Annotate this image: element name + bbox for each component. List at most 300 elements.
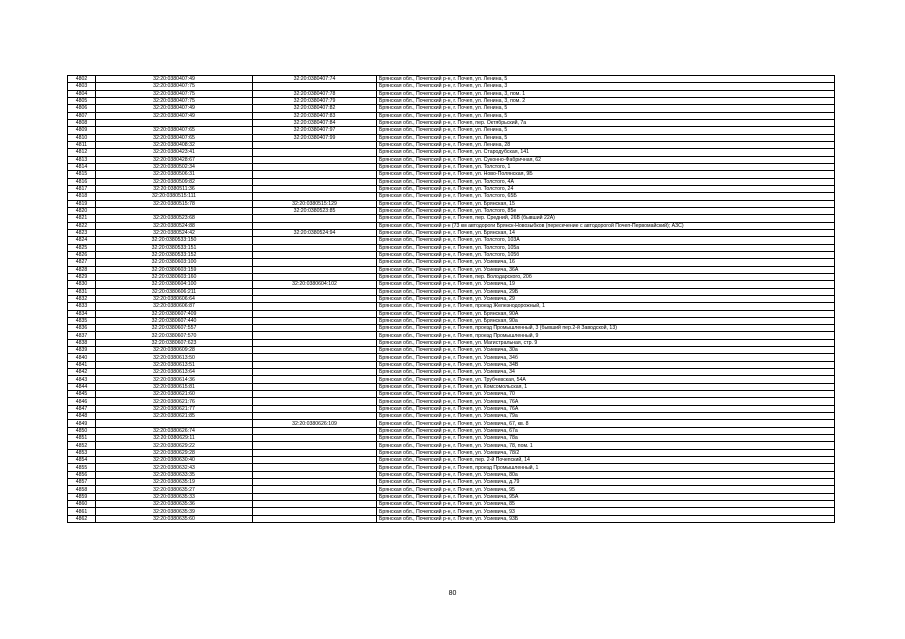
address-cell: Брянская обл., Почепский р-н, г. Почеп, ул. Усиевича, 93Б: [377, 515, 835, 522]
address-cell: Брянская обл., Почепский р-н, г. Почеп, ул. Усиевича, 85: [377, 501, 835, 508]
address-cell: Брянская обл., Почепский р-н, г. Почеп, ул. Усиевича, 78/2: [377, 449, 835, 456]
cadastral-number-cell: [96, 420, 253, 427]
address-cell: Брянская обл., Почепский р-н, г. Почеп, ул. Стародубская, 141: [377, 149, 835, 156]
object-cadastral-number-cell: [253, 347, 377, 354]
cadastral-number-cell: 32:20:0380603:159: [96, 266, 253, 273]
table-row: [68, 479, 835, 486]
address-cell: Брянская обл., Почепский р-н, г. Почеп, ул. Комсомольская, 1: [377, 383, 835, 390]
address-cell: Брянская обл., Почепский р-н, г. Почеп, проезд Промышленный, 9: [377, 332, 835, 339]
table-row: [68, 200, 835, 207]
row-number-cell: 4839: [68, 347, 96, 354]
address-cell: Брянская обл., Почепский р-н, г. Почеп, ул. Ново-Полянская, 9Б: [377, 171, 835, 178]
object-cadastral-number-cell: [253, 163, 377, 170]
object-cadastral-number-cell: [253, 317, 377, 324]
address-cell: Брянская обл., Почепский р-н, г. Почеп, ул. Усиевича, 95А: [377, 493, 835, 500]
table-row: [68, 383, 835, 390]
object-cadastral-number-cell: [253, 83, 377, 90]
object-cadastral-number-cell: [253, 288, 377, 295]
row-number-cell: 4838: [68, 339, 96, 346]
row-number-cell: 4845: [68, 391, 96, 398]
table-row: [68, 508, 835, 515]
cadastral-number-cell: 32:20:0380613:51: [96, 361, 253, 368]
object-cadastral-number-cell: [253, 273, 377, 280]
row-number-cell: 4823: [68, 229, 96, 236]
row-number-cell: 4830: [68, 281, 96, 288]
cadastral-number-cell: 32:20:0380524:42: [96, 229, 253, 236]
address-cell: Брянская обл., Почепский р-н, г. Почеп, ул. Усиевича, 67, кв. 8: [377, 420, 835, 427]
address-cell: Брянская обл., Почепский р-н, г. Почеп, пер. Средний, 26В (бывший 22А): [377, 215, 835, 222]
table-row: [68, 237, 835, 244]
address-cell: Брянская обл., Почепский р-н, г. Почеп, ул. Толстого, 1: [377, 163, 835, 170]
object-cadastral-number-cell: [253, 156, 377, 163]
table-row: [68, 193, 835, 200]
cadastral-number-cell: 32:20:0380607:570: [96, 332, 253, 339]
object-cadastral-number-cell: [253, 141, 377, 148]
object-cadastral-number-cell: [253, 383, 377, 390]
row-number-cell: 4809: [68, 127, 96, 134]
object-cadastral-number-cell: [253, 310, 377, 317]
address-cell: Брянская обл., Почепский р-н, г. Почеп, ул. Усиевича, 16: [377, 259, 835, 266]
table-row: [68, 266, 835, 273]
table-row: [68, 398, 835, 405]
table-row: [68, 229, 835, 236]
table-row: [68, 185, 835, 192]
address-cell: Брянская обл., Почепский р-н, г. Почеп, ул. Усиевича, 79а: [377, 413, 835, 420]
table-row: [68, 486, 835, 493]
address-cell: Брянская обл., Почепский р-н, г. Почеп, ул. Толстого, 24: [377, 185, 835, 192]
table-row: [68, 435, 835, 442]
table-row: [68, 90, 835, 97]
row-number-cell: 4814: [68, 163, 96, 170]
address-cell: Брянская обл., Почепский р-н, г. Почеп, ул. Толстого, 105а: [377, 244, 835, 251]
cadastral-number-cell: 32:20:0380621:60: [96, 391, 253, 398]
row-number-cell: 4861: [68, 508, 96, 515]
address-cell: Брянская обл., Почепский р-н, г. Почеп, ул. Усиевича, 93: [377, 508, 835, 515]
table-row: [68, 332, 835, 339]
object-cadastral-number-cell: [253, 325, 377, 332]
cadastral-number-cell: 32:20:0380621:76: [96, 398, 253, 405]
table-row: [68, 471, 835, 478]
table-row: [68, 413, 835, 420]
address-cell: Брянская обл., Почепский р-н, г. Почеп, ул. Усиевича, 29: [377, 295, 835, 302]
cadastral-number-cell: 32:20:0380533:152: [96, 251, 253, 258]
row-number-cell: 4806: [68, 105, 96, 112]
address-cell: Брянская обл., Почепский р-н, г. Почеп, ул. Усиевича, д.79: [377, 479, 835, 486]
row-number-cell: 4821: [68, 215, 96, 222]
object-cadastral-number-cell: [253, 222, 377, 229]
object-cadastral-number-cell: 32:20:0380407:99: [253, 134, 377, 141]
table-row: [68, 149, 835, 156]
table-body: [68, 76, 835, 523]
object-cadastral-number-cell: [253, 515, 377, 522]
table-row: [68, 369, 835, 376]
table-row: [68, 171, 835, 178]
cadastral-number-cell: 32:20:0380635:36: [96, 501, 253, 508]
table-row: [68, 273, 835, 280]
row-number-cell: 4840: [68, 354, 96, 361]
cadastral-number-cell: 32:20:0380523:68: [96, 215, 253, 222]
row-number-cell: 4846: [68, 398, 96, 405]
object-cadastral-number-cell: [253, 295, 377, 302]
cadastral-number-cell: 32:20:0380407:75: [96, 97, 253, 104]
table-row: [68, 442, 835, 449]
address-cell: Брянская обл., Почепский р-н, г. Почеп, ул. Брянская, 14: [377, 229, 835, 236]
row-number-cell: 4835: [68, 317, 96, 324]
cadastral-number-cell: 32:20:0380533:151: [96, 244, 253, 251]
table-row: [68, 288, 835, 295]
object-cadastral-number-cell: [253, 405, 377, 412]
address-cell: Брянская обл., Почепский р-н, г. Почеп, ул. Брянская, 90А: [377, 310, 835, 317]
row-number-cell: 4819: [68, 200, 96, 207]
table-row: [68, 420, 835, 427]
table-row: [68, 464, 835, 471]
address-cell: Брянская обл., Почепский р-н, г. Почеп, ул. Усиевича, 76А: [377, 398, 835, 405]
row-number-cell: 4851: [68, 435, 96, 442]
address-cell: Брянская обл., Почепский р-н, г. Почеп, проезд Железнодорожный, 1: [377, 303, 835, 310]
row-number-cell: 4825: [68, 244, 96, 251]
address-cell: Брянская обл., Почепский р-н, г. Почеп, ул. Ленина, 5: [377, 105, 835, 112]
row-number-cell: 4854: [68, 457, 96, 464]
table-row: [68, 105, 835, 112]
cadastral-number-cell: 32:20:0380613:64: [96, 369, 253, 376]
row-number-cell: 4860: [68, 501, 96, 508]
object-cadastral-number-cell: 32:20:0380407:82: [253, 105, 377, 112]
object-cadastral-number-cell: [253, 457, 377, 464]
cadastral-number-cell: 32:20:0380621:85: [96, 413, 253, 420]
row-number-cell: 4856: [68, 471, 96, 478]
row-number-cell: 4844: [68, 383, 96, 390]
table-row: [68, 457, 835, 464]
object-cadastral-number-cell: [253, 171, 377, 178]
address-cell: Брянская обл., Почепский р-н (73 км автодороги Брянск-Новозыбков (пересечение с автодорогой Почеп-Первомайский); АЗС): [377, 222, 835, 229]
cadastral-number-cell: 32:20:0380626:74: [96, 427, 253, 434]
address-cell: Брянская обл., Почепский р-н, г. Почеп, ул. Усиевича, 78, пом. 1: [377, 442, 835, 449]
address-cell: Брянская обл., Почепский р-н, г. Почеп, ул. Ленина, 28: [377, 141, 835, 148]
cadastral-number-cell: 32:20:0380407:65: [96, 127, 253, 134]
address-cell: Брянская обл., Почепский р-н, г. Почеп, пер. Володарского, 20б: [377, 273, 835, 280]
cadastral-number-cell: 32:20:0380633:35: [96, 471, 253, 478]
cadastral-number-cell: 32:20:0380607:409: [96, 310, 253, 317]
row-number-cell: 4818: [68, 193, 96, 200]
cadastral-number-cell: 32:20:0380511:36: [96, 185, 253, 192]
table-row: [68, 156, 835, 163]
address-cell: Брянская обл., Почепский р-н, г. Почеп, ул. Толстого, 65Б: [377, 193, 835, 200]
cadastral-number-cell: 32:20:0380613:50: [96, 354, 253, 361]
object-cadastral-number-cell: [253, 237, 377, 244]
address-cell: Брянская обл., Почепский р-н, г. Почеп, ул. Толстого, 103А: [377, 237, 835, 244]
address-cell: Брянская обл., Почепский р-н, г. Почеп, ул. Брянская, 90а: [377, 317, 835, 324]
row-number-cell: 4820: [68, 207, 96, 214]
object-cadastral-number-cell: 32:20:0380407:78: [253, 90, 377, 97]
row-number-cell: 4808: [68, 119, 96, 126]
object-cadastral-number-cell: [253, 398, 377, 405]
row-number-cell: 4859: [68, 493, 96, 500]
cadastral-number-cell: 32:20:0380407:75: [96, 83, 253, 90]
table-row: [68, 361, 835, 368]
table-row: [68, 449, 835, 456]
table-row: [68, 501, 835, 508]
cadastral-number-cell: 32:20:0380607:557: [96, 325, 253, 332]
object-cadastral-number-cell: [253, 215, 377, 222]
row-number-cell: 4813: [68, 156, 96, 163]
cadastral-number-cell: 32:20:0380407:49: [96, 112, 253, 119]
table-row: [68, 339, 835, 346]
object-cadastral-number-cell: [253, 193, 377, 200]
row-number-cell: 4837: [68, 332, 96, 339]
table-row: [68, 127, 835, 134]
row-number-cell: 4810: [68, 134, 96, 141]
address-cell: Брянская обл., Почепский р-н, г. Почеп, проезд Промышленный, 1: [377, 464, 835, 471]
table-row: [68, 163, 835, 170]
object-cadastral-number-cell: [253, 493, 377, 500]
cadastral-number-cell: 32:20:0380632:43: [96, 464, 253, 471]
address-cell: Брянская обл., Почепский р-н, г. Почеп, ул. Усиевича, 67а: [377, 427, 835, 434]
object-cadastral-number-cell: [253, 464, 377, 471]
row-number-cell: 4803: [68, 83, 96, 90]
object-cadastral-number-cell: [253, 471, 377, 478]
object-cadastral-number-cell: [253, 376, 377, 383]
table-row: [68, 259, 835, 266]
row-number-cell: 4847: [68, 405, 96, 412]
row-number-cell: 4802: [68, 76, 96, 83]
table-row: [68, 295, 835, 302]
table-row: [68, 303, 835, 310]
row-number-cell: 4807: [68, 112, 96, 119]
address-cell: Брянская обл., Почепский р-н, г. Почеп, ул. Ленина, 3, пом. 1: [377, 90, 835, 97]
object-cadastral-number-cell: [253, 149, 377, 156]
object-cadastral-number-cell: 32:20:0380407:97: [253, 127, 377, 134]
object-cadastral-number-cell: [253, 354, 377, 361]
table-row: [68, 325, 835, 332]
cadastral-number-cell: 32:20:0380603:160: [96, 273, 253, 280]
table-row: [68, 141, 835, 148]
cadastral-number-cell: 32:20:0380606:64: [96, 295, 253, 302]
row-number-cell: 4832: [68, 295, 96, 302]
address-cell: Брянская обл., Почепский р-н, г. Почеп, ул. Усиевича, 34В: [377, 361, 835, 368]
row-number-cell: 4862: [68, 515, 96, 522]
row-number-cell: 4836: [68, 325, 96, 332]
cadastral-number-cell: 32:20:0380428:67: [96, 156, 253, 163]
row-number-cell: 4843: [68, 376, 96, 383]
object-cadastral-number-cell: [253, 339, 377, 346]
object-cadastral-number-cell: [253, 427, 377, 434]
row-number-cell: 4858: [68, 486, 96, 493]
object-cadastral-number-cell: 32:20:0380407:74: [253, 76, 377, 83]
cadastral-number-cell: [96, 207, 253, 214]
object-cadastral-number-cell: [253, 266, 377, 273]
object-cadastral-number-cell: [253, 479, 377, 486]
cadastral-number-cell: 32:20:0380635:19: [96, 479, 253, 486]
table-row: [68, 251, 835, 258]
cadastral-number-cell: 32:20:0380407:49: [96, 105, 253, 112]
address-cell: Брянская обл., Почепский р-н, г. Почеп, ул. Усиевича, 34: [377, 369, 835, 376]
cadastral-number-cell: 32:20:0380629:11: [96, 435, 253, 442]
address-cell: Брянская обл., Почепский р-н, г. Почеп, ул. Ленина, 3, пом. 2: [377, 97, 835, 104]
address-cell: Брянская обл., Почепский р-н, г. Почеп, ул. Усиевича, 76А: [377, 405, 835, 412]
row-number-cell: 4850: [68, 427, 96, 434]
cadastral-number-cell: 32:20:0380635:39: [96, 508, 253, 515]
row-number-cell: 4812: [68, 149, 96, 156]
cadastral-number-cell: 32:20:0380506:31: [96, 171, 253, 178]
address-cell: Брянская обл., Почепский р-н, г. Почеп, пер. Октябрьский, 7а: [377, 119, 835, 126]
table-row: [68, 178, 835, 185]
address-cell: Брянская обл., Почепский р-н, г. Почеп, ул. Усиевича, 30а: [377, 347, 835, 354]
cadastral-number-cell: 32:20:0380407:65: [96, 134, 253, 141]
row-number-cell: 4834: [68, 310, 96, 317]
cadastral-number-cell: 32:20:0380630:40: [96, 457, 253, 464]
address-cell: Брянская обл., Почепский р-н, г. Почеп, ул. Усиевича, 95: [377, 486, 835, 493]
object-cadastral-number-cell: 32:20:0380407:83: [253, 112, 377, 119]
object-cadastral-number-cell: [253, 508, 377, 515]
row-number-cell: 4815: [68, 171, 96, 178]
address-cell: Брянская обл., Почепский р-н, г. Почеп, ул. Усиевича, 80а: [377, 471, 835, 478]
table-row: [68, 281, 835, 288]
row-number-cell: 4804: [68, 90, 96, 97]
address-cell: Брянская обл., Почепский р-н, г. Почеп, ул. Трубчевская, 54А: [377, 376, 835, 383]
address-cell: Брянская обл., Почепский р-н, г. Почеп, ул. Ленина, 5: [377, 134, 835, 141]
cadastral-number-cell: 32:20:0380614:36: [96, 376, 253, 383]
table-row: [68, 354, 835, 361]
table-row: [68, 310, 835, 317]
row-number-cell: 4829: [68, 273, 96, 280]
cadastral-number-cell: 32:20:0380407:75: [96, 90, 253, 97]
cadastral-number-cell: 32:20:0380502:34: [96, 163, 253, 170]
row-number-cell: 4824: [68, 237, 96, 244]
address-cell: Брянская обл., Почепский р-н, г. Почеп, ул. Усиевича, 36А: [377, 266, 835, 273]
row-number-cell: 4827: [68, 259, 96, 266]
table-row: [68, 119, 835, 126]
cadastral-number-cell: 32:20:0380509:82: [96, 178, 253, 185]
table-row: [68, 391, 835, 398]
row-number-cell: 4816: [68, 178, 96, 185]
table-row: [68, 97, 835, 104]
object-cadastral-number-cell: [253, 259, 377, 266]
table-row: [68, 83, 835, 90]
address-cell: Брянская обл., Почепский р-н, г. Почеп, ул. Толстого, 4А: [377, 178, 835, 185]
address-cell: Брянская обл., Почепский р-н, г. Почеп, проезд Промышленный, 3 (бывший пер.2-й Заводской, 13): [377, 325, 835, 332]
object-cadastral-number-cell: 32:20:0380407:84: [253, 119, 377, 126]
row-number-cell: 4842: [68, 369, 96, 376]
cadastral-number-cell: [96, 119, 253, 126]
object-cadastral-number-cell: [253, 244, 377, 251]
address-cell: Брянская обл., Почепский р-н, г. Почеп, ул. Толстого, 105б: [377, 251, 835, 258]
object-cadastral-number-cell: 32:20:0380407:79: [253, 97, 377, 104]
address-cell: Брянская обл., Почепский р-н, г. Почеп, ул. Усиевича, 29Б: [377, 288, 835, 295]
row-number-cell: 4822: [68, 222, 96, 229]
address-cell: Брянская обл., Почепский р-н, г. Почеп, ул. Ленина, 5: [377, 76, 835, 83]
object-cadastral-number-cell: 32:20:0380604:102: [253, 281, 377, 288]
row-number-cell: 4857: [68, 479, 96, 486]
cadastral-number-cell: 32:20:0380604:100: [96, 281, 253, 288]
object-cadastral-number-cell: [253, 501, 377, 508]
address-cell: Брянская обл., Почепский р-н, г. Почеп, ул. Усиевича, 70: [377, 391, 835, 398]
object-cadastral-number-cell: 32:20:0380523:85: [253, 207, 377, 214]
table-row: [68, 493, 835, 500]
address-cell: Брянская обл., Почепский р-н, г. Почеп, ул. Брянская, 15: [377, 200, 835, 207]
row-number-cell: 4848: [68, 413, 96, 420]
address-cell: Брянская обл., Почепский р-н, г. Почеп, ул. Усиевича, 19: [377, 281, 835, 288]
row-number-cell: 4805: [68, 97, 96, 104]
cadastral-number-cell: 32:20:0380607:440: [96, 317, 253, 324]
row-number-cell: 4833: [68, 303, 96, 310]
cadastral-number-cell: 32:20:0380621:77: [96, 405, 253, 412]
address-cell: Брянская обл., Почепский р-н, г. Почеп, пер. 2-й Почепский, 14: [377, 457, 835, 464]
object-cadastral-number-cell: [253, 361, 377, 368]
row-number-cell: 4826: [68, 251, 96, 258]
table-row: [68, 376, 835, 383]
cadastral-number-cell: 32:20:0380408:32: [96, 141, 253, 148]
address-cell: Брянская обл., Почепский р-н, г. Почеп, ул. Усиевича, 78а: [377, 435, 835, 442]
cadastral-number-cell: 32:20:0380515:78: [96, 200, 253, 207]
object-cadastral-number-cell: [253, 185, 377, 192]
table-row: [68, 207, 835, 214]
address-cell: Брянская обл., Почепский р-н, г. Почеп, ул. Ленина, 5: [377, 127, 835, 134]
object-cadastral-number-cell: [253, 251, 377, 258]
cadastral-number-cell: 32:20:0380533:150: [96, 237, 253, 244]
table-row: [68, 427, 835, 434]
row-number-cell: 4811: [68, 141, 96, 148]
row-number-cell: 4828: [68, 266, 96, 273]
row-number-cell: 4855: [68, 464, 96, 471]
row-number-cell: 4831: [68, 288, 96, 295]
row-number-cell: 4817: [68, 185, 96, 192]
table-row: [68, 76, 835, 83]
table-row: [68, 215, 835, 222]
table-row: [68, 317, 835, 324]
cadastral-number-cell: 32:20:0380635:60: [96, 515, 253, 522]
cadastral-number-cell: 32:20:0380635:33: [96, 493, 253, 500]
cadastral-number-cell: 32:20:0380423:41: [96, 149, 253, 156]
row-number-cell: 4849: [68, 420, 96, 427]
address-cell: Брянская обл., Почепский р-н, г. Почеп, ул. Усиевича, 34б: [377, 354, 835, 361]
cadastral-number-cell: 32:20:0380615:81: [96, 383, 253, 390]
object-cadastral-number-cell: 32:20:0380626:109: [253, 420, 377, 427]
table-row: [68, 112, 835, 119]
object-cadastral-number-cell: [253, 486, 377, 493]
object-cadastral-number-cell: [253, 435, 377, 442]
address-cell: Брянская обл., Почепский р-н, г. Почеп, ул. Магистральная, стр. 9: [377, 339, 835, 346]
table-row: [68, 244, 835, 251]
object-cadastral-number-cell: [253, 369, 377, 376]
cadastral-number-cell: 32:20:0380629:28: [96, 449, 253, 456]
table-row: [68, 222, 835, 229]
address-cell: Брянская обл., Почепский р-н, г. Почеп, ул. Толстого, 85е: [377, 207, 835, 214]
cadastral-table: [67, 75, 835, 523]
cadastral-number-cell: 32:20:0380607:623: [96, 339, 253, 346]
table-row: [68, 405, 835, 412]
row-number-cell: 4852: [68, 442, 96, 449]
table-row: [68, 347, 835, 354]
object-cadastral-number-cell: [253, 303, 377, 310]
page-number: 80: [448, 590, 457, 597]
object-cadastral-number-cell: 32:20:0380515:129: [253, 200, 377, 207]
cadastral-number-cell: 32:20:0380629:22: [96, 442, 253, 449]
cadastral-number-cell: 32:20:0380603:100: [96, 259, 253, 266]
address-cell: Брянская обл., Почепский р-н, г. Почеп, ул. Ленина, 5: [377, 112, 835, 119]
row-number-cell: 4853: [68, 449, 96, 456]
object-cadastral-number-cell: [253, 442, 377, 449]
cadastral-number-cell: 32:20:0380635:27: [96, 486, 253, 493]
table-row: [68, 134, 835, 141]
cadastral-number-cell: 32:20:0380609:28: [96, 347, 253, 354]
cadastral-number-cell: 32:20:0380606:211: [96, 288, 253, 295]
object-cadastral-number-cell: [253, 332, 377, 339]
object-cadastral-number-cell: [253, 391, 377, 398]
row-number-cell: 4841: [68, 361, 96, 368]
address-cell: Брянская обл., Почепский р-н, г. Почеп, ул. Ленина, 3: [377, 83, 835, 90]
address-cell: Брянская обл., Почепский р-н, г. Почеп, ул. Суконно-Фабричная, 62: [377, 156, 835, 163]
cadastral-number-cell: 32:20:0380515:111: [96, 193, 253, 200]
